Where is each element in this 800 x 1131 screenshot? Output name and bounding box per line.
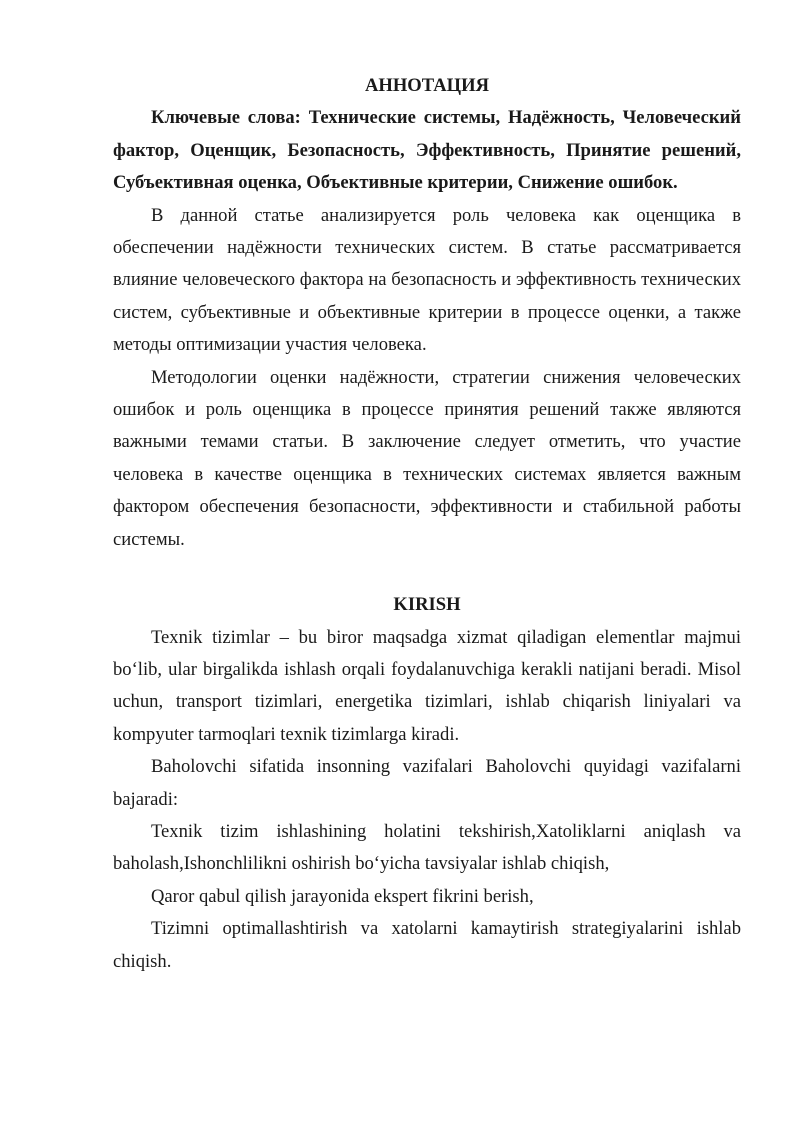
kirish-paragraph-2: Baholovchi sifatida insonning vazifalari Baholovchi quyidagi vazifalarni bajaradi:: [113, 756, 741, 810]
kirish-title: KIRISH: [393, 594, 461, 616]
kirish-paragraph-3: Texnik tizim ishlashining holatini tekshirish,Xatoliklarni aniqlash va baholash,Ishonchlilikni oshirish bo‘yicha tavsiyalar ishlab chiqish,: [113, 820, 741, 875]
annotation-paragraph-2: Методологии оценки надёжности, стратегии снижения человеческих ошибок и роль оценщика в процессе принятия решений также являются важными темами статьи. В заключение следует отметить, что участие человека в качестве оценщика в технических системах является важным фактором обеспечения безопасности, эффективности и стабильной работы системы.: [113, 366, 741, 550]
document-page: [113, 70, 741, 978]
annotation-title: АННОТАЦИЯ: [364, 75, 490, 96]
kirish-paragraph-1: Texnik tizimlar – bu biror maqsadga xizmat qiladigan elementlar majmui bo‘lib, ular birgalikda ishlash orqali foydalanuvchiga kerakli natijani beradi. Misol uchun, transport tizimlari, energetika tizimlari, ishlab chiqarish liniyalari va kompyuter tarmoqlari texnik tizimlarga kiradi.: [113, 626, 741, 745]
section-spacer: [113, 556, 741, 589]
kirish-paragraph-4: Qaror qabul qilish jarayonida ekspert fikrini berish,: [151, 885, 534, 907]
kirish-paragraph-5: Tizimni optimallashtirish va xatolarni kamaytirish strategiyalarini ishlab chiqish.: [113, 918, 741, 972]
annotation-paragraph-1: В данной статье анализируется роль человека как оценщика в обеспечении надёжности технических систем. В статье рассматривается влияние человеческого фактора на безопасность и эффективность технических систем, субъективные и объективные критерии в процессе оценки, а также методы оптимизации участия человека.: [113, 204, 741, 356]
keywords-paragraph: Ключевые слова: Технические системы, Надёжность, Человеческий фактор, Оценщик, Безопасность, Эффективность, Принятие решений, Субъективная оценка, Объективные критерии, Снижение ошибок.: [113, 107, 741, 194]
